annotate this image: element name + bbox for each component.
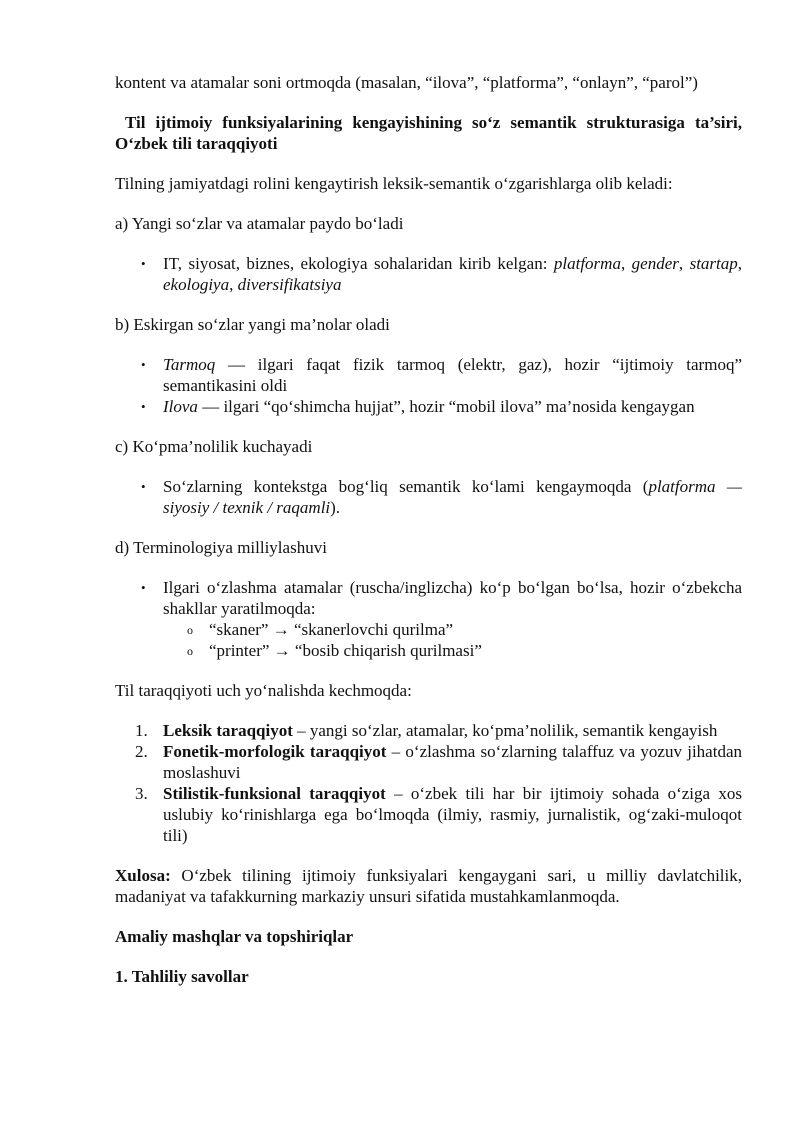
section-c-list bbox=[115, 476, 742, 518]
bullet-icon: • bbox=[141, 357, 146, 372]
conclusion-label: Xulosa: bbox=[115, 866, 171, 885]
section-d-sublist bbox=[163, 619, 742, 661]
numbered-item: 3. Stilistik-funksional taraqqiyot – o‘zbek tili har bir ijtimoiy sohada o‘ziga xos uslubiy ko‘rinishlarga ega bo‘lmoqda (ilmiy, rasmiy, jurnalistik, og‘zaki-muloqot tili) bbox=[135, 784, 742, 845]
bullet-icon: • bbox=[141, 256, 146, 271]
bullet-icon: • bbox=[141, 399, 146, 414]
bullet-icon: • bbox=[141, 479, 146, 494]
list-item: • Tarmoq — ilgari faqat fizik tarmoq (elektr, gaz), hozir “ijtimoiy tarmoq” semantikasini oldi bbox=[141, 355, 742, 395]
list-item: • So‘zlarning kontekstga bog‘liq semantik ko‘lami kengaymoqda (platforma — siyosiy / texnik / raqamli). bbox=[141, 477, 742, 517]
numbered-item: 2. Fonetik-morfologik taraqqiyot – o‘zlashma so‘zlarning talaffuz va yozuv jihatdan moslashuvi bbox=[135, 742, 742, 782]
conclusion-paragraph: Xulosa: O‘zbek tilining ijtimoiy funksiyalari kengaygani sari, u milliy davlatchilik, madaniyat va tafakkurning markaziy unsuri sifatida mustahkamlanmoqda. bbox=[115, 866, 742, 906]
sub-list-item: o “printer” → “bosib chiqarish qurilmasi” bbox=[187, 641, 482, 660]
list-item: • IT, siyosat, biznes, ekologiya sohalaridan kirib kelgan: platforma, gender, startap, ekologiya, diversifikatsiya bbox=[141, 254, 743, 294]
list-item: • Ilgari o‘zlashma atamalar (ruscha/inglizcha) ko‘p bo‘lgan bo‘lsa, hozir o‘zbekcha shakllar yaratilmoqda: o “skaner” → “skanerlovchi qurilma” o “printer” → “bosib chiqarish qurilmasi” bbox=[141, 578, 742, 660]
section-c-title: c) Ko‘pma’nolilik kuchayadi bbox=[115, 437, 313, 456]
section-b-title: b) Eskirgan so‘zlar yangi ma’nolar oladi bbox=[115, 315, 390, 334]
directions-lead: Til taraqqiyoti uch yo‘nalishda kechmoqda: bbox=[115, 681, 412, 700]
exercises-heading: Amaliy mashqlar va topshiriqlar bbox=[115, 927, 354, 946]
circle-bullet-icon: o bbox=[187, 644, 193, 658]
section-a-list bbox=[115, 253, 742, 295]
section-a-title: a) Yangi so‘zlar va atamalar paydo bo‘ladi bbox=[115, 214, 404, 233]
list-item: • Ilova — ilgari “qo‘shimcha hujjat”, hozir “mobil ilova” ma’nosida kengaygan bbox=[141, 397, 695, 416]
directions-list bbox=[115, 720, 742, 846]
bullet-icon: • bbox=[141, 580, 146, 595]
section-d-list bbox=[115, 577, 742, 661]
intro-paragraph: kontent va atamalar soni ortmoqda (masalan, “ilova”, “platforma”, “onlayn”, “parol”) bbox=[115, 73, 698, 92]
section-b-list bbox=[115, 354, 742, 417]
circle-bullet-icon: o bbox=[187, 623, 193, 637]
numbered-item: 1. Leksik taraqqiyot – yangi so‘zlar, atamalar, ko‘pma’nolilik, semantik kengayish bbox=[135, 721, 718, 740]
section-d-title: d) Terminologiya milliylashuvi bbox=[115, 538, 327, 557]
analysis-heading: 1. Tahliliy savollar bbox=[115, 967, 249, 986]
lead-paragraph: Tilning jamiyatdagi rolini kengaytirish leksik-semantik o‘zgarishlarga olib keladi: bbox=[115, 174, 673, 193]
sub-list-item: o “skaner” → “skanerlovchi qurilma” bbox=[187, 620, 454, 639]
section-heading: Til ijtimoiy funksiyalarining kengayishining so‘z semantik strukturasiga ta’siri, O‘zbek tili taraqqiyoti bbox=[115, 113, 742, 153]
